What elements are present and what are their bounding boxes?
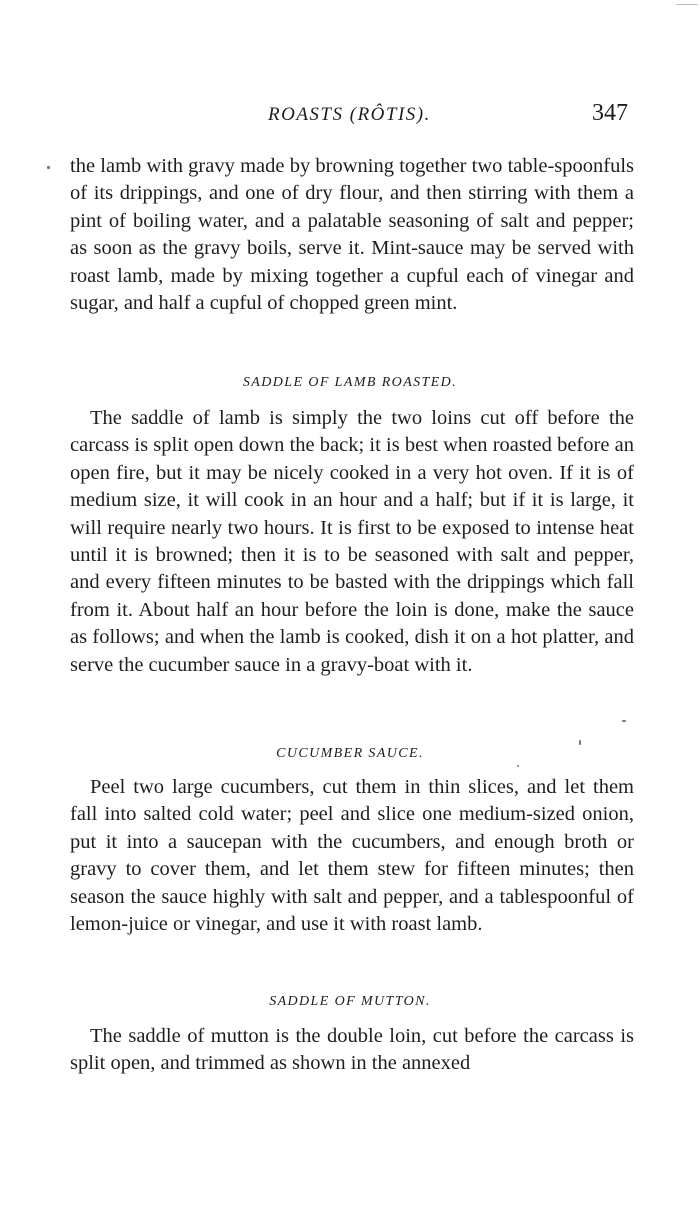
running-title: ROASTS (RÔTIS). bbox=[268, 104, 431, 125]
running-head bbox=[0, 100, 700, 134]
paragraph-cucumber-sauce: Peel two large cucumbers, cut them in thin slices, and let them fall into salted cold water; peel and slice one medium-sized onion, put it into a saucepan with the cucumbers, and enough broth or gravy to cover them, and let them stew for fifteen minutes; then season the sauce highly with salt and pepper, and a tablespoonful of lemon-juice or vinegar, and use it with roast lamb. bbox=[70, 776, 634, 936]
paragraph-lamb-gravy: the lamb with gravy made by browning together two table-spoonfuls of its drippings, and one of dry flour, and then stirring with them a pint of boiling water, and a palatable seasoning of salt and pepper; as soon as the gravy boils, serve it. Mint-sauce may be served with roast lamb, made by mixing together a cupful each of vinegar and sugar, and half a cupful of chopped green mint. bbox=[70, 155, 634, 315]
paragraph-saddle-of-mutton: The saddle of mutton is the double loin, cut before the carcass is split open, and trimmed as shown in the annexed bbox=[70, 1025, 634, 1075]
ink-speck bbox=[622, 720, 626, 722]
paragraph-saddle-of-lamb: The saddle of lamb is simply the two loins cut off before the carcass is split open down the back; it is best when roasted before an open fire, but it may be nicely cooked in a very hot oven. If it is of medium size, it will cook in an hour and a half; but if it is large, it will require nearly two hours. It is first to be exposed to intense heat until it is browned; then it is to be seasoned with salt and pepper, and every fifteen minutes to be basted with the drippings which fall from it. About half an hour before the loin is done, make the sauce as follows; and when the lamb is cooked, dish it on a hot platter, and serve the cucumber sauce in a gravy-boat with it. bbox=[70, 407, 634, 676]
heading-cucumber-sauce: CUCUMBER SAUCE. bbox=[276, 746, 424, 761]
heading-saddle-of-lamb-roasted: SADDLE OF LAMB ROASTED. bbox=[242, 375, 458, 390]
heading-saddle-of-mutton: SADDLE OF MUTTON. bbox=[269, 994, 431, 1009]
page-edge-mark bbox=[676, 4, 698, 5]
ink-speck bbox=[47, 166, 50, 169]
ink-speck bbox=[579, 740, 581, 745]
page-number: 347 bbox=[592, 100, 628, 126]
ink-speck bbox=[517, 765, 519, 767]
